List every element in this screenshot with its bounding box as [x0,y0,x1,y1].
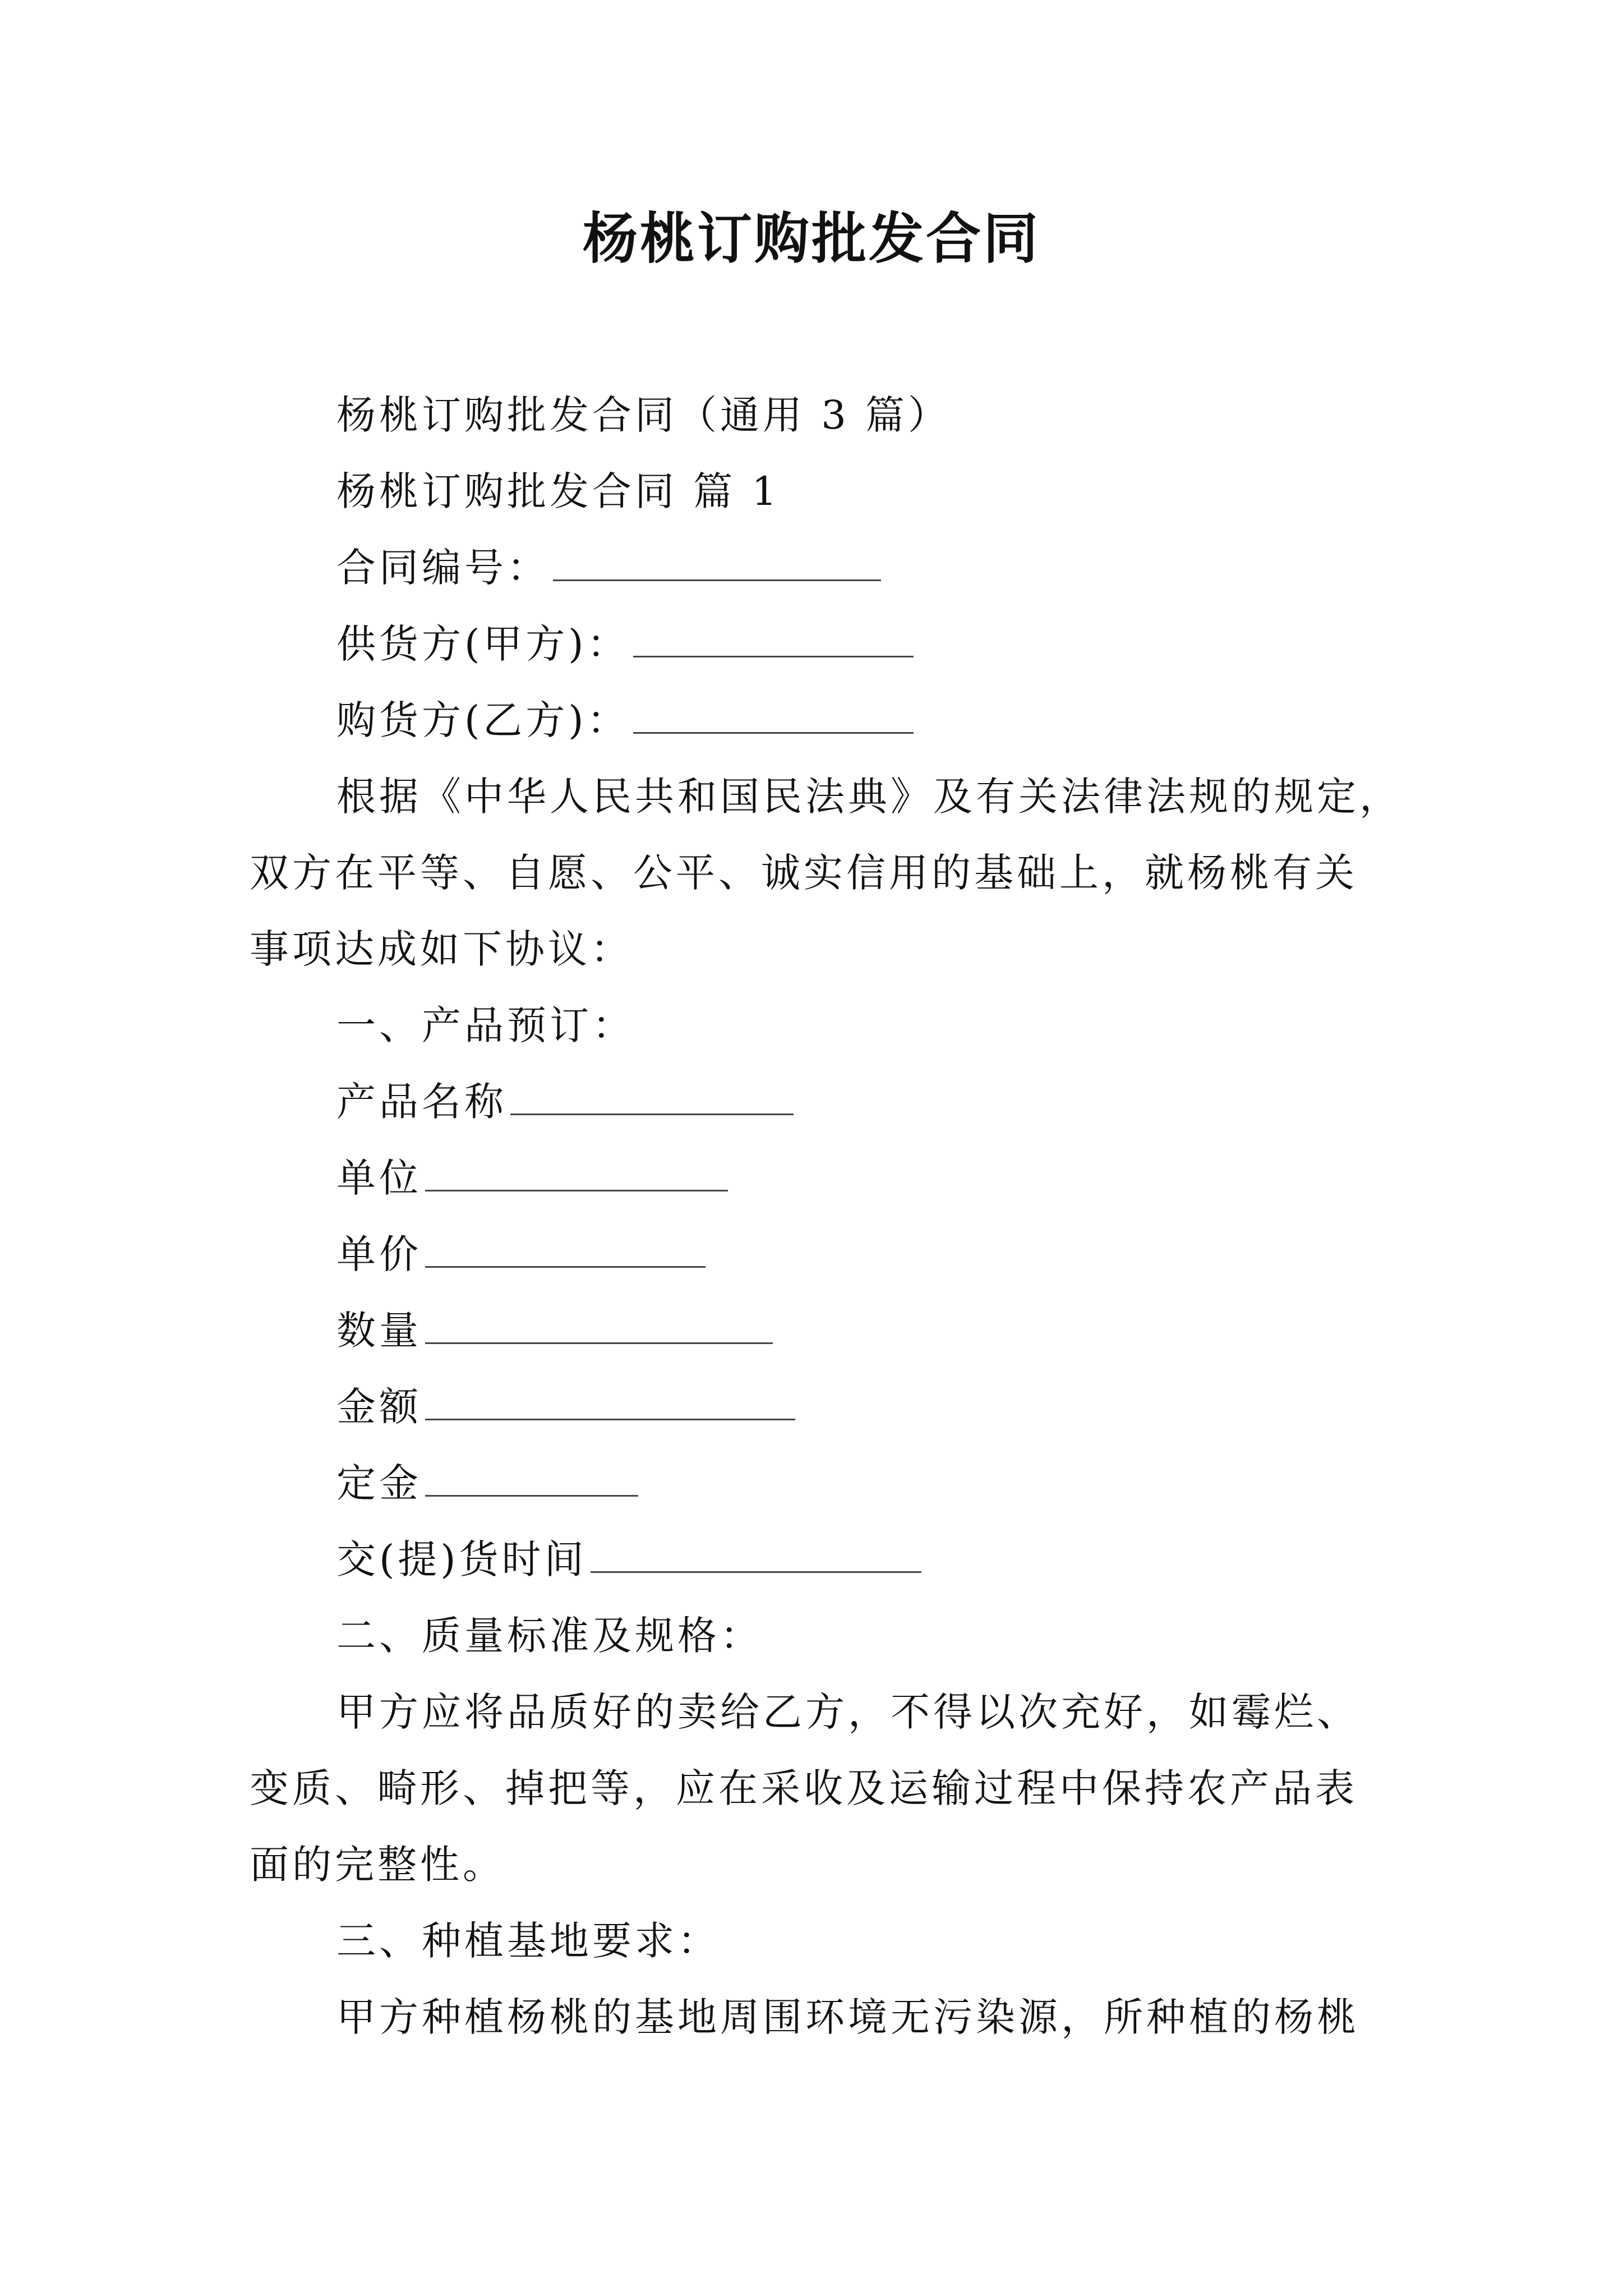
item-label: 单位 [336,1155,422,1201]
part-heading: 杨桃订购批发合同 篇 1 [336,468,781,514]
intro-line-3: 事项达成如下协议： [250,926,633,972]
item-blank [510,1079,794,1115]
item-label: 交(提)货时间 [336,1536,587,1582]
item-blank [425,1231,706,1268]
supplier-label: 供货方(甲方)： [336,621,630,667]
section-2-heading: 二、质量标准及规格： [336,1613,763,1659]
item-label: 金额 [336,1384,422,1430]
buyer-label: 购货方(乙方)： [336,697,630,743]
item-quantity [336,1303,773,1359]
item-unit-price [336,1226,706,1282]
intro-line-1: 根据《中华人民共和国民法典》及有关法律法规的规定， [336,774,1402,820]
item-deposit [336,1455,638,1511]
item-amount [336,1379,795,1435]
section-3-heading: 三、种植基地要求： [336,1918,720,1964]
item-label: 定金 [336,1460,422,1506]
section-3-line-1: 甲方种植杨桃的基地周围环境无污染源，所种植的杨桃 [336,1994,1359,2040]
buyer-blank [633,697,914,734]
item-blank [425,1155,728,1191]
supplier-blank [633,621,914,657]
section-2-line-2: 变质、畸形、掉把等，应在采收及运输过程中保持农产品表 [250,1765,1358,1811]
item-blank [425,1460,638,1497]
item-blank [425,1384,795,1420]
item-blank [591,1536,921,1573]
document-subtitle: 杨桃订购批发合同（通用 3 篇） [336,392,951,438]
item-blank [425,1308,773,1344]
item-product-name [336,1074,794,1130]
item-label: 产品名称 [336,1079,507,1125]
contract-number-label: 合同编号： [336,545,550,591]
item-label: 单价 [336,1231,422,1277]
item-label: 数量 [336,1308,422,1354]
section-1-heading: 一、产品预订： [336,1002,635,1048]
item-unit [336,1150,728,1206]
intro-line-2: 双方在平等、自愿、公平、诚实信用的基础上，就杨桃有关 [250,850,1358,896]
contract-number-blank [553,545,881,581]
supplier-field [336,616,914,672]
section-2-line-3: 面的完整性。 [250,1842,505,1888]
contract-number-field [336,540,881,596]
section-2-line-1: 甲方应将品质好的卖给乙方，不得以次充好，如霉烂、 [336,1689,1359,1735]
item-delivery-time [336,1531,921,1588]
buyer-field [336,692,914,748]
document-title: 杨桃订购批发合同 [582,206,1040,271]
